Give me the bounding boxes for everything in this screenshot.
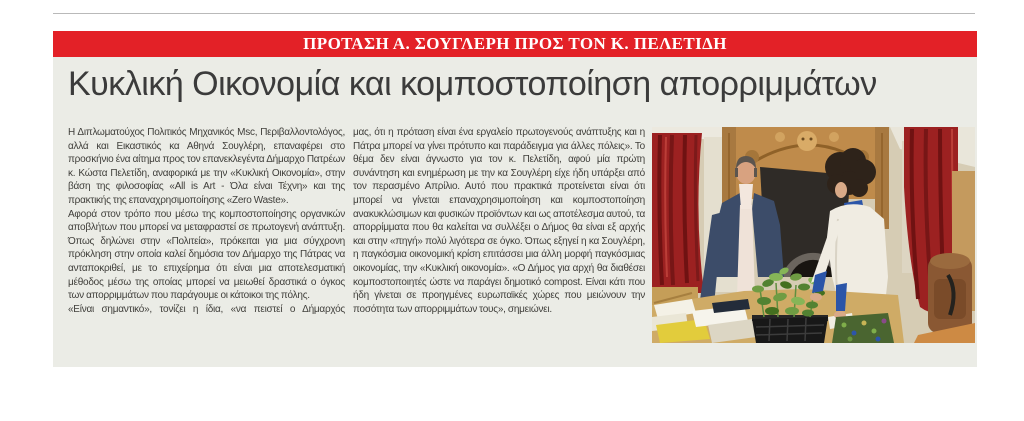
body-paragraph: μας, ότι η πρόταση είναι ένα εργαλείο πρωτογενούς ανάπτυξης και η Πάτρα μπορεί να γίνει πρότυπο και παράδειγμα για άλλες πόλεις». Το θέμα δεν είναι άγνωστο για τον κ. Πελετίδη, αφού μία πρώτη συνάντηση και ενημέρωση με την κα Σουγλέρη είχε ήδη υπάρξει από τον περασμένο Απρίλιο. Αυτό που πρακτικά προτείνεται είναι ότι μπορεί να γίνεται επαναχρησιμοποίηση και κομποστοποίηση ανακυκλώσιμων και φυσικών προϊόντων και ως αποτέλεσμα αυτού, τα απορρίμματα που θα καλείται να συλλέξει ο Δήμος θα είναι εξ αρχής και στην «πηγή» πολύ λιγότερα σε όγκο. Όπως εξηγεί η κα Σουγλέρη, η παγκόσμια οικονομική κρίση επιτάσσει μια άλλη μορφή παγκόσμιας οικονομίας, την «Κυκλική οικονομία». «Ο Δήμος για αρχή θα διαθέσει κομποστοποιητές ώστε να παράγει δημοτικό compost. Είναι κάτι που ήδη γίνεται σε προηγμένες ευρωπαϊκές χώρες που μειώνουν την ποσότητα των απορριμμάτων τους», σημειώνει. — [353, 127, 645, 315]
top-divider-rule — [53, 13, 975, 14]
body-column-right — [353, 126, 645, 316]
body-column-left — [68, 126, 345, 316]
kicker-banner — [53, 31, 977, 57]
leather-chair — [928, 253, 972, 333]
seedling-crate — [752, 315, 828, 343]
article-photo — [652, 127, 975, 343]
article-panel — [53, 57, 977, 367]
photo-illustration — [652, 127, 975, 343]
kicker-label: ΠΡΟΤΑΣΗ Α. ΣΟΥΓΛΕΡΗ ΠΡΟΣ ΤΟΝ Κ. ΠΕΛΕΤΙΔΗ — [303, 34, 727, 53]
body-paragraph: «Είναι σημαντικό», τονίζει η ίδια, «να πειστεί ο Δήμαρχός — [68, 303, 345, 315]
body-paragraph: Η Διπλωματούχος Πολιτικός Μηχανικός Msc, Περιβαλλοντολόγος, αλλά και Εικαστικός κα Αθηνά Σουγλέρη, επαναφέρει στο προσκήνιο ένα αίτημα προς τον επανεκλεγέντα Δήμαρχο Πατρέων κ. Κώστα Πελετίδη, αναφορικά με την «Κυκλική Οικονομία», στην βάση της φιλοσοφίας «All is Art - Όλα είναι Τέχνη» και της πρακτικής της επαναχρησιμοποίησης «Zero Waste». — [68, 127, 345, 206]
article-headline: Κυκλική Οικονομία και κομποστοποίηση απορριμμάτων — [68, 65, 877, 103]
curtain-left — [652, 133, 704, 293]
body-paragraph: Αφορά στον τρόπο που μέσω της κομποστοποίησης οργανικών αποβλήτων που μπορεί να μεταφραστεί σε πρωτογενή ανάπτυξη. Όπως δηλώνει στην «Πολιτεία», πρόκειται για μια σύγχρονη πρόκληση στην οποία καλεί δημόσια τον Δήμαρχο της Πάτρας να ανταποκριθεί, με το επιχείρημα ότι είναι μια αποτελεσματική μέθοδος μέσω της οποίας μπορεί να μειωθεί δραστικά ο όγκος των απορριμμάτων που παράγουμε οι κάτοικοι της πόλης. — [68, 208, 345, 302]
